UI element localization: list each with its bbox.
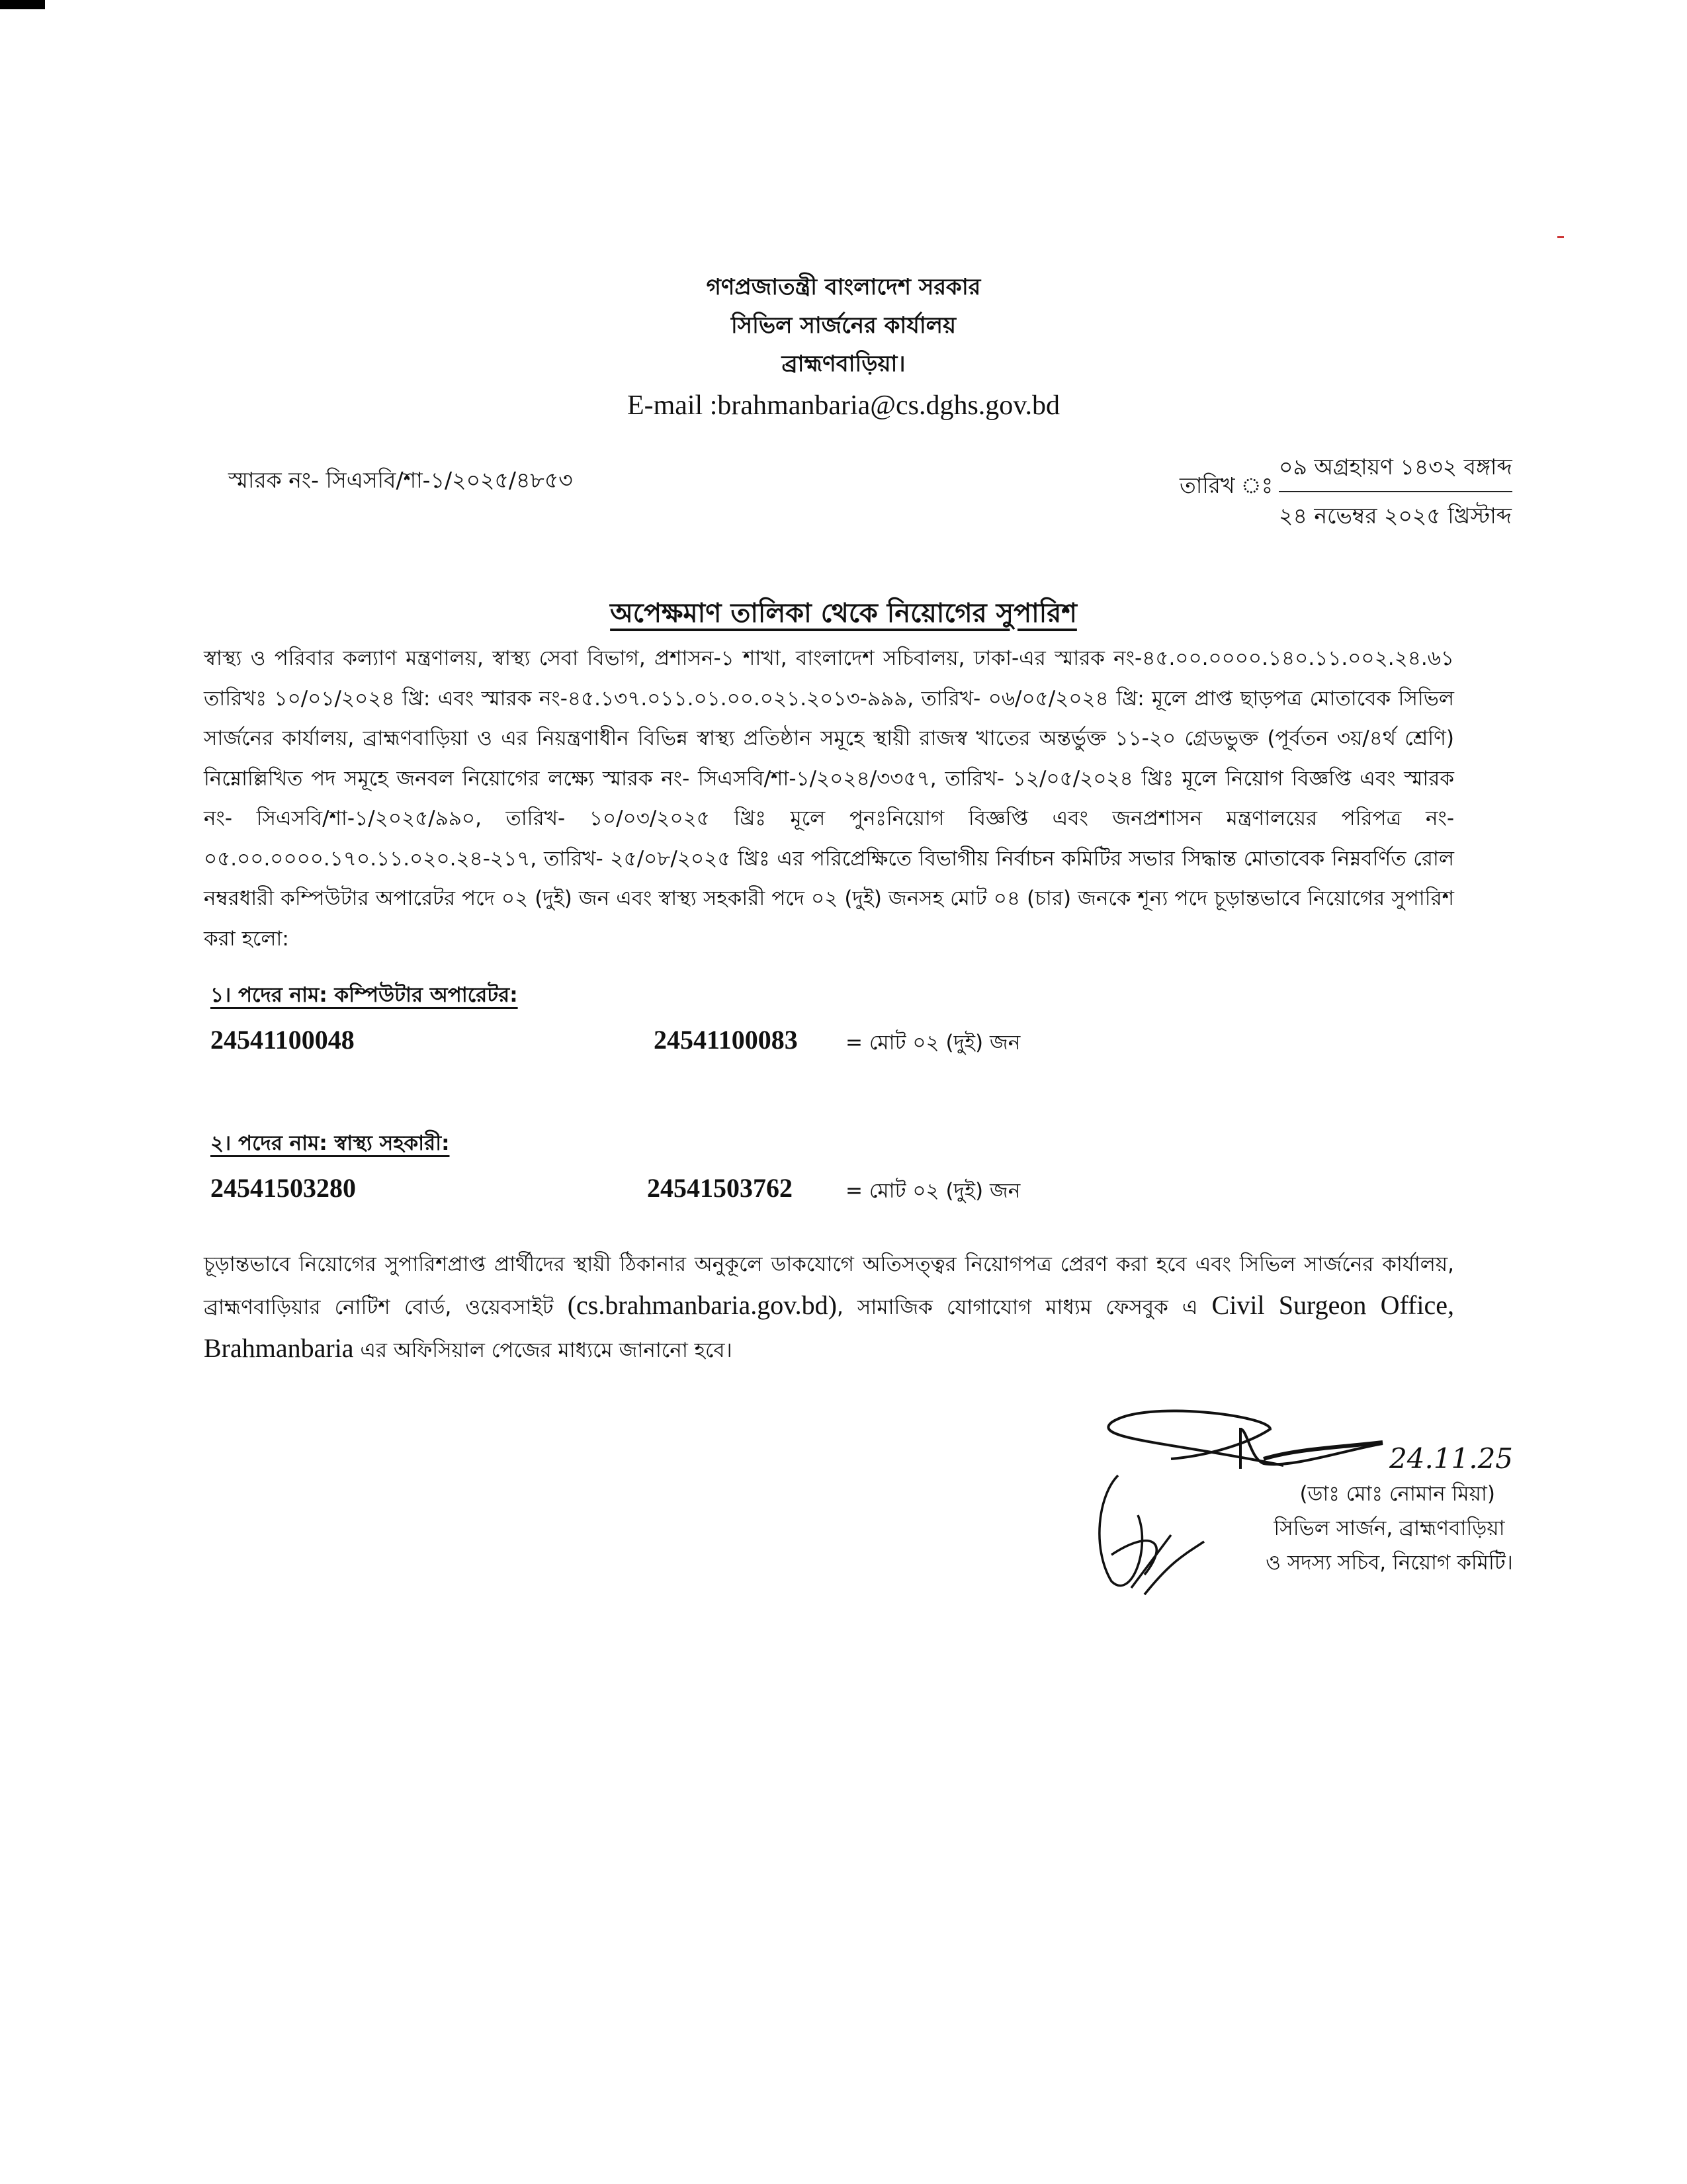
scan-corner-mark (0, 0, 45, 9)
signatory-designation: সিভিল সার্জন, ব্রাহ্মণবাড়িয়া (1274, 1516, 1505, 1540)
letterhead (0, 268, 1687, 425)
closing-paragraph (204, 1244, 1454, 1371)
subject-heading (0, 592, 1687, 636)
signatory-details (1244, 1477, 1535, 1580)
signatory-name: (ডাঃ মোঃ নোমান মিয়া) (1299, 1482, 1495, 1506)
roll-number: 24541100083 (654, 1025, 798, 1055)
date-gregorian: ২৪ নভেম্বর ২০২৫ খ্রিস্টাব্দ (1279, 503, 1512, 529)
signatory-role: ও সদস্য সচিব, নিয়োগ কমিটি। (1266, 1551, 1513, 1575)
post-title: ১। পদের নাম: কম্পিউটার অপারেটর: (210, 983, 518, 1007)
office-name: সিভিল সার্জনের কার্যালয় (730, 312, 957, 339)
roll-number: 24541503280 (210, 1173, 356, 1203)
post-section-health-assistant (210, 1127, 1021, 1209)
scan-stray-mark (1557, 236, 1564, 238)
roll-number: 24541503762 (647, 1173, 793, 1203)
subject-text: অপেক্ষমাণ তালিকা থেকে নিয়োগের সুপারিশ (610, 598, 1077, 629)
memo-reference: স্মারক নং- সিএসবি/শা-১/২০২৫/৪৮৫৩ (228, 467, 573, 493)
post-section-computer-operator (210, 979, 1021, 1061)
government-name: গণপ্রজাতন্ত্রী বাংলাদেশ সরকার (706, 274, 981, 300)
date-bangla: ০৯ অগ্রহায়ণ ১৪৩২ বঙ্গাব্দ (1279, 450, 1512, 492)
office-email: E-mail :brahmanbaria@cs.dghs.gov.bd (627, 390, 1060, 421)
closing-text: , সামাজিক যোগাযোগ মাধ্যম ফেসবুক এ (836, 1295, 1212, 1319)
signature-block (1072, 1403, 1575, 1614)
post-total: = মোট ০২ (দুই) জন (845, 1179, 1021, 1203)
post-title: ২। পদের নাম: স্বাস্থ্য সহকারী: (210, 1131, 450, 1155)
roll-number: 24541100048 (210, 1025, 355, 1055)
closing-text: চূড়ান্তভাবে নিয়োগের সুপারিশপ্রাপ্ত প্রার্থীদের স্থায়ী ঠিকানার অনুকূলে ডাকযোগে অতিসত্ত্বর নিয়োগপত্র প্রেরণ করা হবে এবং সিভিল সার্জনের কার্যালয়, ব্রাহ্মণবাড়িয়ার নোটিশ বোর্ড, ওয়েবসাইট (204, 1252, 1454, 1319)
date-block (1279, 450, 1512, 536)
roll-row (210, 1170, 1021, 1209)
roll-row (210, 1022, 1021, 1061)
facebook-page-name: Civil Surgeon Office, Brahmanbaria (204, 1290, 1454, 1363)
date-label: তারিখ ঃ (1180, 472, 1274, 498)
district-name: ব্রাহ্মণবাড়িয়া। (781, 351, 906, 377)
website-link: (cs.brahmanbaria.gov.bd) (567, 1290, 837, 1320)
handwritten-date: 24.11.25 (1389, 1442, 1514, 1475)
closing-text: এর অফিসিয়াল পেজের মাধ্যমে জানানো হবে। (353, 1338, 732, 1362)
post-total: = মোট ০২ (দুই) জন (845, 1031, 1021, 1055)
body-paragraph: স্বাস্থ্য ও পরিবার কল্যাণ মন্ত্রণালয়, স্বাস্থ্য সেবা বিভাগ, প্রশাসন-১ শাখা, বাংলাদেশ সচিবালয়, ঢাকা-এর স্মারক নং-৪৫.০০.০০০০.১৪০.১১.০০২.২৪.৬১ তারিখঃ ১০/০১/২০২৪ খ্রি: এবং স্মারক নং-৪৫.১৩৭.০১১.০১.০০.০২১.২০১৩-৯৯৯, তারিখ- ০৬/০৫/২০২৪ খ্রি: মূলে প্রাপ্ত ছাড়পত্র মোতাবেক সিভিল সার্জনের কার্যালয়, ব্রাহ্মণবাড়িয়া ও এর নিয়ন্ত্রণাধীন বিভিন্ন স্বাস্থ্য প্রতিষ্ঠান সমূহে স্থায়ী রাজস্ব খাতের অন্তর্ভুক্ত ১১-২০ গ্রেডভুক্ত (পূর্বতন ৩য়/৪র্থ শ্রেণি) নিম্নোল্লিখিত পদ সমূহে জনবল নিয়োগের লক্ষ্যে স্মারক নং- সিএসবি/শা-১/২০২৪/৩৩৫৭, তারিখ- ১২/০৫/২০২৪ খ্রিঃ মূলে নিয়োগ বিজ্ঞপ্তি এবং স্মারক নং- সিএসবি/শা-১/২০২৫/৯৯০, তারিখ- ১০/০৩/২০২৫ খ্রিঃ মূলে পুনঃনিয়োগ বিজ্ঞপ্তি এবং জনপ্রশাসন মন্ত্রণালয়ের পরিপত্র নং- ০৫.০০.০০০০.১৭০.১১.০২০.২৪-২১৭, তারিখ- ২৫/০৮/২০২৫ খ্রিঃ এর পরিপ্রেক্ষিতে বিভাগীয় নির্বাচন কমিটির সভার সিদ্ধান্ত মোতাবেক নিম্নবর্ণিত রোল নম্বরধারী কম্পিউটার অপারেটর পদে ০২ (দুই) জন এবং স্বাস্থ্য সহকারী পদে ০২ (দুই) জনসহ মোট ০৪ (চার) জনকে শূন্য পদে চূড়ান্তভাবে নিয়োগের সুপারিশ করা হলো: (204, 646, 1454, 951)
